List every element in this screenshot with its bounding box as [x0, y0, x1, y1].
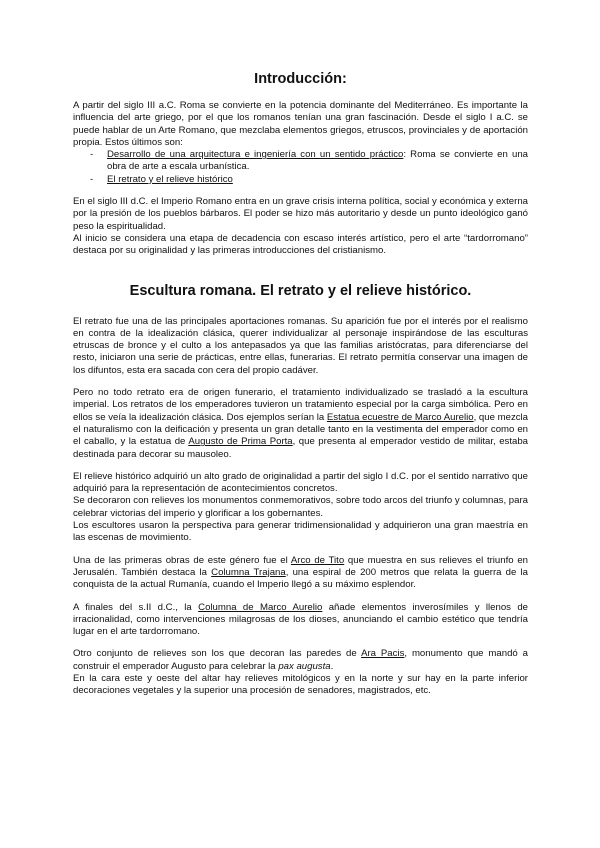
- list-item-link[interactable]: El retrato y el relieve histórico: [107, 173, 233, 185]
- marco-aurelio-statue-link[interactable]: Estatua ecuestre de Marco Aurelio: [326, 411, 474, 423]
- pax-augusta-emphasis: pax augusta: [278, 660, 331, 672]
- columna-marco-aurelio-link[interactable]: Columna de Marco Aurelio: [198, 601, 323, 613]
- list-item-link[interactable]: Desarrollo de una arquitectura e ingeniería con un sentido práctico: [107, 149, 404, 161]
- ara-pacis-link[interactable]: Ara Pacis: [361, 648, 405, 660]
- ara-pacis-paragraph: [73, 648, 528, 673]
- columna-trajana-link[interactable]: Columna Trajana: [211, 566, 286, 578]
- relief-paragraph-3: Los escultores usaron la perspectiva para generar tridimensionalidad y adquirieron una gran maestría en las escenas de movimiento.: [73, 520, 528, 544]
- paragraph-text: Otro conjunto de relieves son los que decoran las paredes de: [73, 648, 362, 660]
- arco-de-tito-link[interactable]: Arco de Tito: [290, 554, 345, 566]
- paragraph-text: A finales del s.II d.C., la: [73, 601, 199, 613]
- intro-list: [73, 149, 528, 186]
- paragraph-text: , que presenta al emperador vestido de militar, estaba destinada para decorar su mausoleo.: [73, 436, 528, 460]
- list-item-text: : Roma se convierte en una obra de arte a escala urbanística.: [107, 149, 528, 173]
- intro-title: Introducción:: [254, 71, 347, 87]
- list-item: [73, 174, 528, 186]
- section-title: Escultura romana. El retrato y el relieve histórico.: [129, 282, 472, 299]
- portrait-paragraph: El retrato fue una de las principales aportaciones romanas. Su aparición fue por el interés por el realismo en contra de la idealización clásica, querer individualizar al personaje inspirándose de las esculturas etruscas de bronce y el culto a los antepasados ya que las familias aristócratas, para diferenciarse del resto, iniciaron una serie de prácticas, entre ellas, funerarias. El retrato permitía conservar una imagen de los difuntos, esta era sacada con cera del propio cadáver.: [73, 315, 528, 376]
- document-page: [73, 70, 528, 698]
- imperial-portrait-paragraph: [73, 387, 528, 461]
- list-item: [73, 149, 528, 174]
- altar-paragraph: En la cara este y oeste del altar hay relieves mitológicos y en la norte y sur hay en la parte inferior decoraciones vegetales y la superior una procesión de senadores, magistrados, etc.: [73, 672, 528, 697]
- paragraph-text: Pero no todo retrato era de origen funerario, el tratamiento individualizado se trasladó a la escultura imperial. Los retratos de los emperadores tuvieron un tratamiento especial por la carga simbólica. Pero en ellos se veía la idealización clásica. Dos ejemplos serían la: [73, 387, 528, 423]
- intro-paragraph-1: A partir del siglo III a.C. Roma se convierte en la potencia dominante del Mediterráneo. Es importante la influencia del arte griego, por el que los romanos tenían una gran fascinación. Desde el siglo I a.C. se puede hablar de un Arte Romano, que mezclaba elementos griegos, etruscos, provinciales y de aportación propia. Estos últimos son:: [73, 100, 528, 148]
- paragraph-text: , monumento que mandó a construir el emperador Augusto para celebrar la: [73, 648, 528, 672]
- paragraph-text: que muestra en sus relieves el triunfo en Jerusalén. También destaca la: [73, 554, 528, 578]
- paragraph-text: , que mezcla el naturalismo con la deificación y presenta un gran detalle tanto en la vestimenta del emperador como en el caballo, y la estatua de: [73, 411, 528, 448]
- paragraph-text: añade elementos inverosímiles y llenos de irracionalidad, como intervenciones milagrosas de los dioses, anunciando el cambio estético que tendría lugar en el arte tardorromano.: [73, 601, 529, 638]
- intro-paragraph-3: Al inicio se considera una etapa de decadencia con escaso interés artístico, pero el arte “tardorromano” destaca por su originalidad y las primeras introducciones del cristianismo.: [73, 232, 528, 257]
- paragraph-text: .: [330, 660, 334, 672]
- intro-paragraph-2: En el siglo III d.C. el Imperio Romano entra en un grave crisis interna política, social y económica y externa por la presión de los pueblos bárbaros. El poder se hizo más autoritario y desde un punto ideológico ganó peso la espiritualidad.: [73, 196, 528, 232]
- dash-bullet: -: [90, 149, 94, 161]
- paragraph-text: Una de las primeras obras de este género fue el: [73, 554, 291, 566]
- columna-marco-aurelio-paragraph: [73, 602, 528, 639]
- relief-paragraph-1: El relieve histórico adquirió un alto grado de originalidad a partir del siglo I d.C. por el sentido narrativo que adquirió para la representación de acontecimientos concretos.: [73, 470, 528, 495]
- arco-tito-paragraph: [73, 555, 528, 592]
- paragraph-text: , una espiral de 200 metros que relata la guerra de la conquista de la actual Rumanía, cuando el Imperio llegó a su máximo esplendor.: [73, 566, 528, 591]
- augusto-prima-porta-link[interactable]: Augusto de Prima Porta: [188, 436, 293, 448]
- dash-bullet: -: [90, 173, 94, 185]
- relief-paragraph-2: Se decoraron con relieves los monumentos conmemorativos, sobre todo arcos del triunfo y columnas, para celebrar victorias del imperio y glorificar a los gobernantes.: [73, 495, 528, 519]
